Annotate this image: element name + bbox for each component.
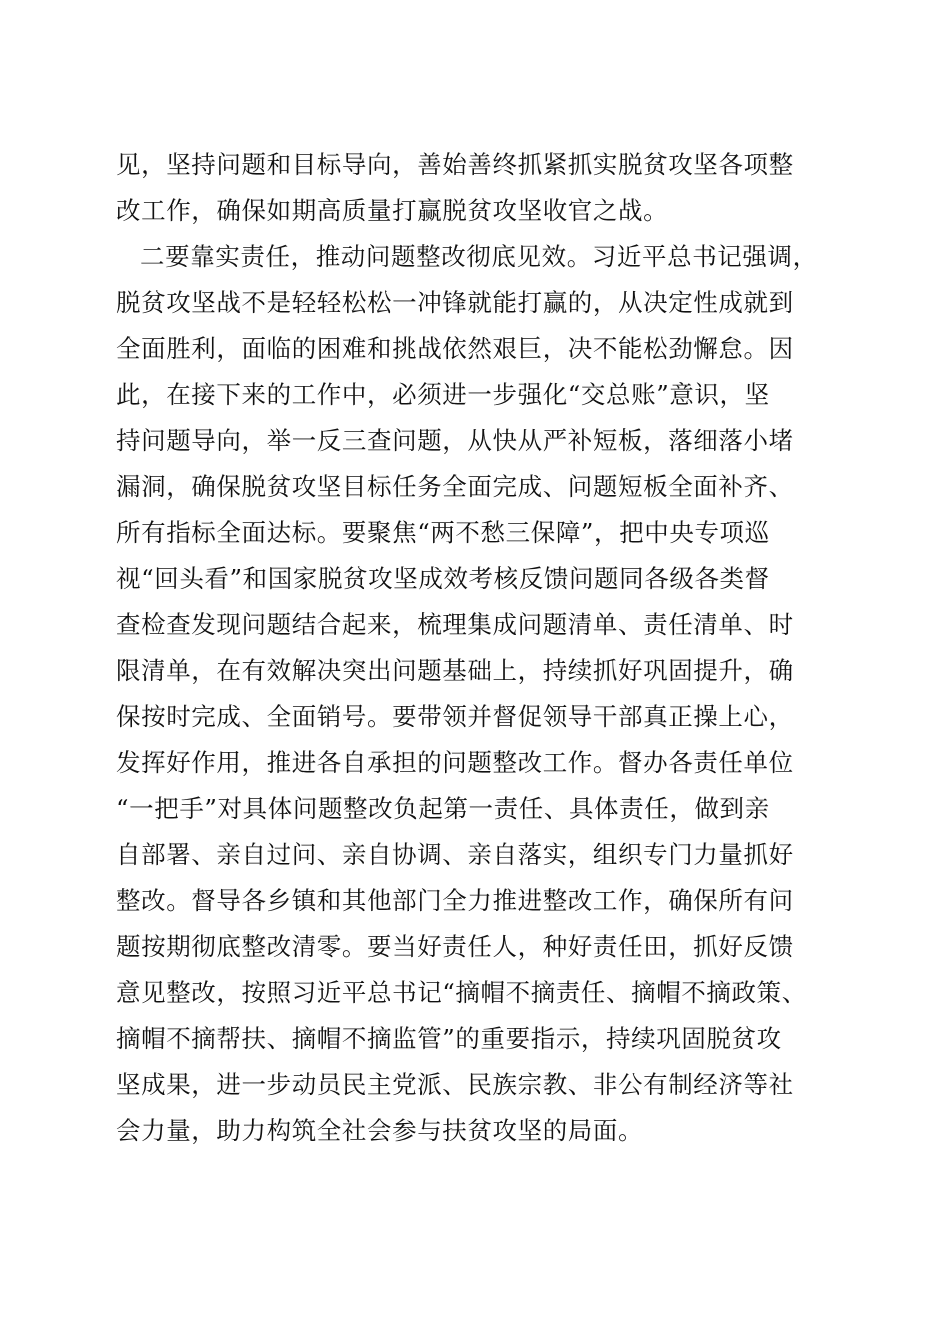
text-line: 查检查发现问题结合起来，梳理集成问题清单、责任清单、时 <box>116 610 794 639</box>
text-line: 自部署、亲自过问、亲自协调、亲自落实，组织专门力量抓好 <box>116 840 794 869</box>
text-line: 视“回头看”和国家脱贫攻坚成效考核反馈问题同各级各类督 <box>116 564 770 593</box>
text-line: 题按期彻底整改清零。要当好责任人，种好责任田，抓好反馈 <box>116 932 794 961</box>
text-line: 发挥好作用，推进各自承担的问题整改工作。督办各责任单位 <box>116 748 794 777</box>
text-line: 会力量，助力构筑全社会参与扶贫攻坚的局面。 <box>116 1116 644 1145</box>
text-line: 见，坚持问题和目标导向，善始善终抓紧抓实脱贫攻坚各项整 <box>116 150 794 179</box>
text-line: “一把手”对具体问题整改负起第一责任、具体责任，做到亲 <box>116 794 770 823</box>
text-line: 漏洞，确保脱贫攻坚目标任务全面完成、问题短板全面补齐、 <box>116 472 794 501</box>
text-line: 全面胜利，面临的困难和挑战依然艰巨，决不能松劲懈怠。因 <box>116 334 794 363</box>
text-line: 保按时完成、全面销号。要带领并督促领导干部真正操上心， <box>116 702 794 731</box>
paragraph-start-line: 二要靠实责任，推动问题整改彻底见效。习近平总书记强调， <box>140 242 818 271</box>
text-line: 此，在接下来的工作中，必须进一步强化“交总账”意识，坚 <box>116 380 770 409</box>
text-line: 所有指标全面达标。要聚焦“两不愁三保障”，把中央专项巡 <box>116 518 770 547</box>
text-line: 整改。督导各乡镇和其他部门全力推进整改工作，确保所有问 <box>116 886 794 915</box>
text-line: 限清单，在有效解决突出问题基础上，持续抓好巩固提升，确 <box>116 656 794 685</box>
text-line: 摘帽不摘帮扶、摘帽不摘监管”的重要指示，持续巩固脱贫攻 <box>116 1024 782 1053</box>
text-line: 脱贫攻坚战不是轻轻松松一冲锋就能打赢的，从决定性成就到 <box>116 288 794 317</box>
text-line: 坚成果，进一步动员民主党派、民族宗教、非公有制经济等社 <box>116 1070 794 1099</box>
body-text <box>116 142 846 1154</box>
text-line: 持问题导向，举一反三查问题，从快从严补短板，落细落小堵 <box>116 426 794 455</box>
text-line: 改工作，确保如期高质量打赢脱贫攻坚收官之战。 <box>116 196 669 225</box>
text-line: 意见整改，按照习近平总书记“摘帽不摘责任、摘帽不摘政策、 <box>116 978 807 1007</box>
